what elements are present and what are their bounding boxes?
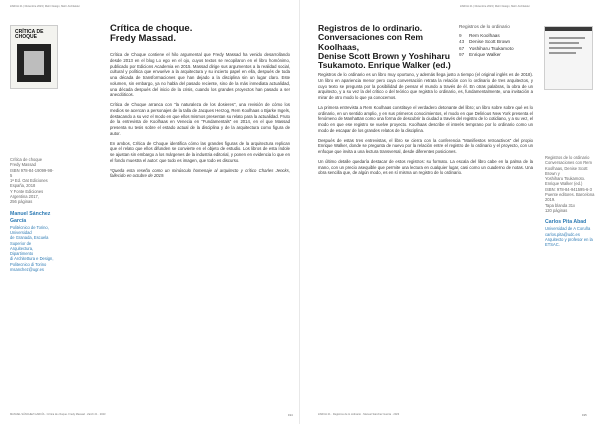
cover-line — [549, 42, 579, 44]
title-line: Registros de lo ordinario. — [318, 23, 423, 33]
page-gutter — [299, 0, 300, 424]
toc-row: 97 Enrique Walker — [459, 51, 501, 57]
author-affiliation: Superior de Arquitectura, Dipartimento — [10, 240, 34, 257]
body-paragraph: Un último detalle quedaría destacar de estos registros: su formato. La escala del libro cabe en la palma de la mano, con un precio asequible que permite una lectura en cualquier lugar, casi como un cuaderno de notas. Una obra sencilla que, de algún modo, es en sí misma un registro de lo ordinario. — [318, 158, 533, 176]
caption-line: Koolhaas, Denise Scott Brown y — [545, 165, 588, 176]
caption-line: 1ª Ed. Oat Ediciones — [10, 178, 48, 184]
caption-line: ISBN 978-84-19099-98-5 — [10, 167, 54, 178]
cover-title: CRÍTICA DE CHOQUE — [15, 29, 44, 41]
body-paragraph: Registros de lo ordinario es un libro muy oportuno, y además llega justo a tiempo (el original inglés es de 2018). Un libro en apariencia menor pero cuya conversación retrata la relación con lo ordinario de tres arquitectos, y cuyo texto se pregunta por la posibilidad de pensar el mundo a través de él. En otras palabras, la obra de un arquitecto, y a su vez la del crítico o del teórico que registra lo ordinario, es, fundamentalmente, una invitación a mirar de otro modo lo que ya conocemos. — [318, 72, 533, 100]
caption-line: Y Fonte Ediciones — [10, 188, 44, 194]
title-line: Denise Scott Brown y Yoshiharu — [318, 50, 450, 61]
toc-row: 9 Rem Koolhaas — [459, 33, 500, 39]
author-name: Manuel Sánchez García — [10, 210, 51, 224]
caption-line: Enrique Walker (ed.) — [545, 181, 583, 187]
caption-line: Tapa blanda 31x — [545, 202, 576, 208]
right-running-head: ZARCH 21 | Diciembre 2023 | Mehr Design, Mehr Architektur — [460, 5, 530, 8]
author-email[interactable]: carlos.pita@udc.es — [545, 231, 580, 237]
cover-line — [549, 52, 576, 54]
author-affiliation: Universidad de A Coruña — [545, 226, 591, 232]
left-book-caption — [10, 157, 55, 272]
right-article-title — [318, 24, 454, 70]
right-book-caption — [545, 155, 595, 247]
caption-line: Conversaciones con Rem — [545, 160, 592, 166]
author-affiliation: Politécnico de Torino, Universidad — [10, 224, 49, 235]
author-email[interactable]: msanchez@ugr.es — [10, 267, 44, 273]
book-contents-list — [459, 24, 539, 58]
body-paragraph: La primera entrevista a Rem Koolhaas constituye el verdadero detonante del libro; un libro sobre sobre qué es lo ordinario, en un sentido amplio, y en sus primeros conocimientos, el modo en que Delirious New York presenta el fenómeno de Manhattan como una forma de descubrir la ciudad a través del registro de lo cotidiano, y a su vez, el modo en que ese registro se vuelve proyecto. Koolhaas describe el interés temprano por lo ordinario como un modo de escapar de los grandes relatos de la disciplina. — [318, 104, 533, 133]
right-page-number: 195 — [582, 413, 587, 417]
cover-graphic-inner — [24, 51, 44, 75]
title-line: Tsukamoto. Enrique Walker (ed.) — [318, 60, 451, 71]
cover-band — [545, 27, 592, 31]
cover-line — [549, 37, 585, 39]
right-footer: ZARCH 21 · Registros de lo ordinario · Manuel Sánchez García · 2023 — [318, 413, 400, 416]
body-paragraph: Crítica de Choque contiene el hilo argumental que Fredy Massad ha venido desarrollando desde 2013 en el blog Lo ego en el ojo, cuyos textos se recopilaron en el libro homónimo, publicado por Edicions Academia en 2015. Massad dirige sus argumentos a la realidad social, cultural y política que envuelve a la arquitectura y su incierto papel en ella, después de toda una década de transformaciones que han dejado a la disciplina sin un lugar claro. Este volumen, sin embargo, ya no habla del pasado reciente, sino de la más inmediata actualidad, una década después del inicio de la crisis, cuando los grandes proyectos han pasado a ser anecdóticos. — [110, 52, 290, 98]
left-footer: MANUEL SÁNCHEZ GARCÍA · Crítica de choque. Fredy Massad · Zarch 21 · 2023 — [10, 413, 106, 416]
caption-line: España, 2018 — [10, 183, 36, 189]
footnote: *Queda esta reseña como un minúsculo homenaje al arquitecto y crítico Charles Jencks, fallecido en octubre de 2019. — [110, 167, 290, 179]
caption-line: ISBN: 978-84-941595-6-3 — [545, 186, 592, 192]
left-running-head: ZARCH 21 | Diciembre 2023 | Mehr Design, Mehr Architektur — [10, 5, 80, 8]
caption-line: Argentina 2017, — [10, 194, 39, 200]
title-line: Crítica de choque. — [110, 23, 193, 34]
author-affiliation: Arquitecto y profesor en la ETSAC. — [545, 236, 593, 248]
right-article-body — [318, 72, 533, 180]
author-affiliation: di Architettura e Design, — [10, 256, 54, 262]
toc-row: 67 Yoshiharu Tsukamoto — [459, 45, 514, 51]
author-name: Carlos Pita Abad — [545, 219, 587, 226]
book-cover-critica-de-choque — [10, 25, 58, 89]
book-cover-registros — [544, 26, 593, 90]
body-paragraph: Después de estas tres entrevistas, el libro se cierra con la conferencia "Manifiestos retroactivos" del propio Enrique Walker, donde se pregunta de nuevo por la relación entre el registro de lo ordinario y el proyecto, con un enfoque que invita a una lectura transversal, desde diferentes posiciones. — [318, 137, 533, 154]
caption-line: Puente editores. Barcelona 2019. — [545, 192, 595, 203]
body-paragraph: En ambos, Crítica de Choque identifica cómo las grandes figuras de la arquitectura replican que el relato que ellos difunden se convierte en el objeto de estudio. Los libros de esta índole se ajustan sin embargo a los márgenes de la industria editorial, y ponen en evidencia lo que en el fondo muestra el autor: que todo es imagen, que todo es discurso. — [110, 140, 290, 163]
left-page-number: 194 — [288, 413, 293, 417]
left-article-title — [110, 24, 290, 45]
cover-line — [549, 47, 582, 49]
caption-line: 256 páginas — [10, 199, 33, 205]
title-line: Fredy Massad. — [110, 33, 176, 45]
author-affiliation: Politecnico di Torino — [10, 261, 47, 267]
body-paragraph: Crítica de Choque arranca con "la naturaleza de los dosieres", una revisión de cómo los medios se acercan a personajes de la talla de Jacques Herzog, Rem Koolhaas o Bjarke Ingels, destacando a su vez el modo en que ellos mismos presentan su relato para la actualidad. Fruto de la entrevista de Koolhaas en Venecia en "Fundamentals" en 2014, en el que Massad presenta su tesis sobre el estado actual de la disciplina y de la arquitectura como figura de autor. — [110, 102, 290, 136]
toc-row: 43 Denise Scott Brown — [459, 39, 511, 45]
title-line: Conversaciones con Rem Koolhaas, — [318, 32, 424, 52]
author-affiliation: de Granada, Escuela — [10, 235, 49, 241]
caption-line: Crítica de choque — [10, 157, 43, 162]
caption-line: Yoshiharu Tsukamoto. — [545, 176, 586, 182]
caption-line: 120 páginas — [545, 207, 568, 213]
left-article-body — [110, 52, 290, 183]
caption-line: Fredy Massad — [10, 162, 36, 168]
caption-line: Registros de lo ordinario — [545, 155, 590, 160]
toc-heading: Registros de lo ordinario — [459, 24, 510, 29]
